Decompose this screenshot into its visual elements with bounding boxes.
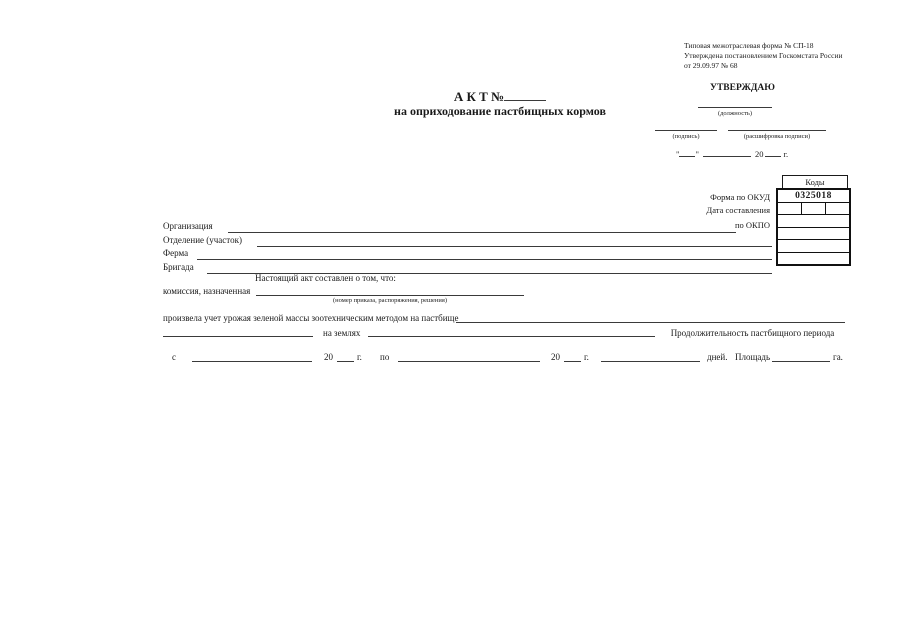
from-date-field[interactable]	[192, 351, 312, 362]
okpo-label: по ОКПО	[734, 220, 770, 230]
brigade-label: Бригада	[163, 262, 194, 272]
lands-field[interactable]	[368, 326, 655, 337]
to-year-prefix: 20	[551, 352, 560, 362]
to-label: по	[380, 352, 390, 362]
to-year-suffix: г.	[584, 352, 589, 362]
area-value-field[interactable]	[772, 351, 830, 362]
lands-label: на землях	[323, 328, 361, 338]
from-label: с	[172, 352, 176, 362]
from-year-field[interactable]	[337, 351, 354, 362]
empty-code-cell-2[interactable]	[777, 240, 850, 253]
act-title-label: А К Т №	[453, 89, 505, 104]
days-count-field[interactable]	[601, 351, 700, 362]
approve-position-field[interactable]	[698, 97, 772, 108]
codes-header-label: Коды	[805, 177, 825, 187]
date-cells-row	[777, 202, 850, 215]
okpo-code-cell[interactable]	[777, 215, 850, 228]
form-approval-date-line: от 29.09.97 № 68	[684, 61, 738, 70]
department-field[interactable]	[257, 236, 772, 247]
date-day-cell[interactable]	[777, 202, 802, 215]
from-year-suffix: г.	[357, 352, 362, 362]
commission-field[interactable]	[256, 285, 524, 296]
approve-month-field[interactable]	[703, 147, 751, 157]
commission-label: комиссия, назначенная	[163, 286, 251, 296]
okud-row	[777, 189, 850, 202]
form-approval-line: Утверждена постановлением Госкомстата России	[684, 51, 843, 60]
act-number-field[interactable]	[504, 91, 546, 101]
approve-day-field[interactable]	[679, 147, 695, 157]
organization-field[interactable]	[228, 222, 736, 233]
pasture-name-field[interactable]	[456, 312, 845, 323]
approve-decode-caption: (расшифровка подписи)	[743, 133, 811, 140]
approve-signature-field[interactable]	[655, 120, 717, 131]
close-quote: "	[695, 149, 699, 159]
compilation-date-label: Дата составления	[706, 205, 770, 215]
approve-header: УТВЕРЖДАЮ	[710, 83, 775, 93]
document-title	[330, 90, 670, 105]
approve-decode-field[interactable]	[728, 120, 826, 131]
period-label: Продолжительность пастбищного периода	[670, 328, 835, 338]
from-year-prefix: 20	[324, 352, 333, 362]
hectares-label: га.	[833, 352, 843, 362]
department-label: Отделение (участок)	[163, 235, 242, 245]
area-label: Площадь	[735, 352, 771, 362]
approve-date-row	[676, 147, 788, 160]
okud-label: Форма по ОКУД	[710, 192, 770, 202]
approve-year-prefix: 20	[754, 149, 764, 159]
approve-year-field[interactable]	[765, 147, 781, 157]
approve-signature-caption: (подпись)	[672, 133, 700, 140]
accounting-text: произвела учет урожая зеленой массы зоотехническим методом на пастбище	[163, 313, 459, 323]
empty-code-cell-3[interactable]	[777, 252, 850, 265]
to-year-field[interactable]	[564, 351, 581, 362]
empty-code-cell-1[interactable]	[777, 227, 850, 240]
document-subtitle: на оприходование пастбищных кормов	[394, 104, 606, 118]
organization-label: Организация	[163, 221, 213, 231]
farm-field[interactable]	[197, 249, 772, 260]
to-date-field[interactable]	[398, 351, 540, 362]
codes-header-box	[782, 175, 848, 189]
codes-table	[776, 188, 851, 266]
farm-label: Ферма	[163, 248, 189, 258]
approve-year-suffix: г.	[783, 149, 789, 159]
approve-position-caption: (должность)	[717, 110, 753, 117]
date-month-cell[interactable]	[802, 202, 826, 215]
okud-code-cell: 0325018	[777, 189, 850, 202]
days-label: дней.	[707, 352, 728, 362]
date-year-cell[interactable]	[826, 202, 851, 215]
form-type-line: Типовая межотраслевая форма № СП-18	[684, 41, 814, 50]
commission-caption: (номер приказа, распоряжения, решения)	[332, 297, 448, 304]
open-quote: "	[676, 149, 680, 159]
statement-text: Настоящий акт составлен о том, что:	[255, 273, 396, 283]
form-type-note	[684, 41, 843, 71]
pasture-extra-field[interactable]	[163, 326, 313, 337]
